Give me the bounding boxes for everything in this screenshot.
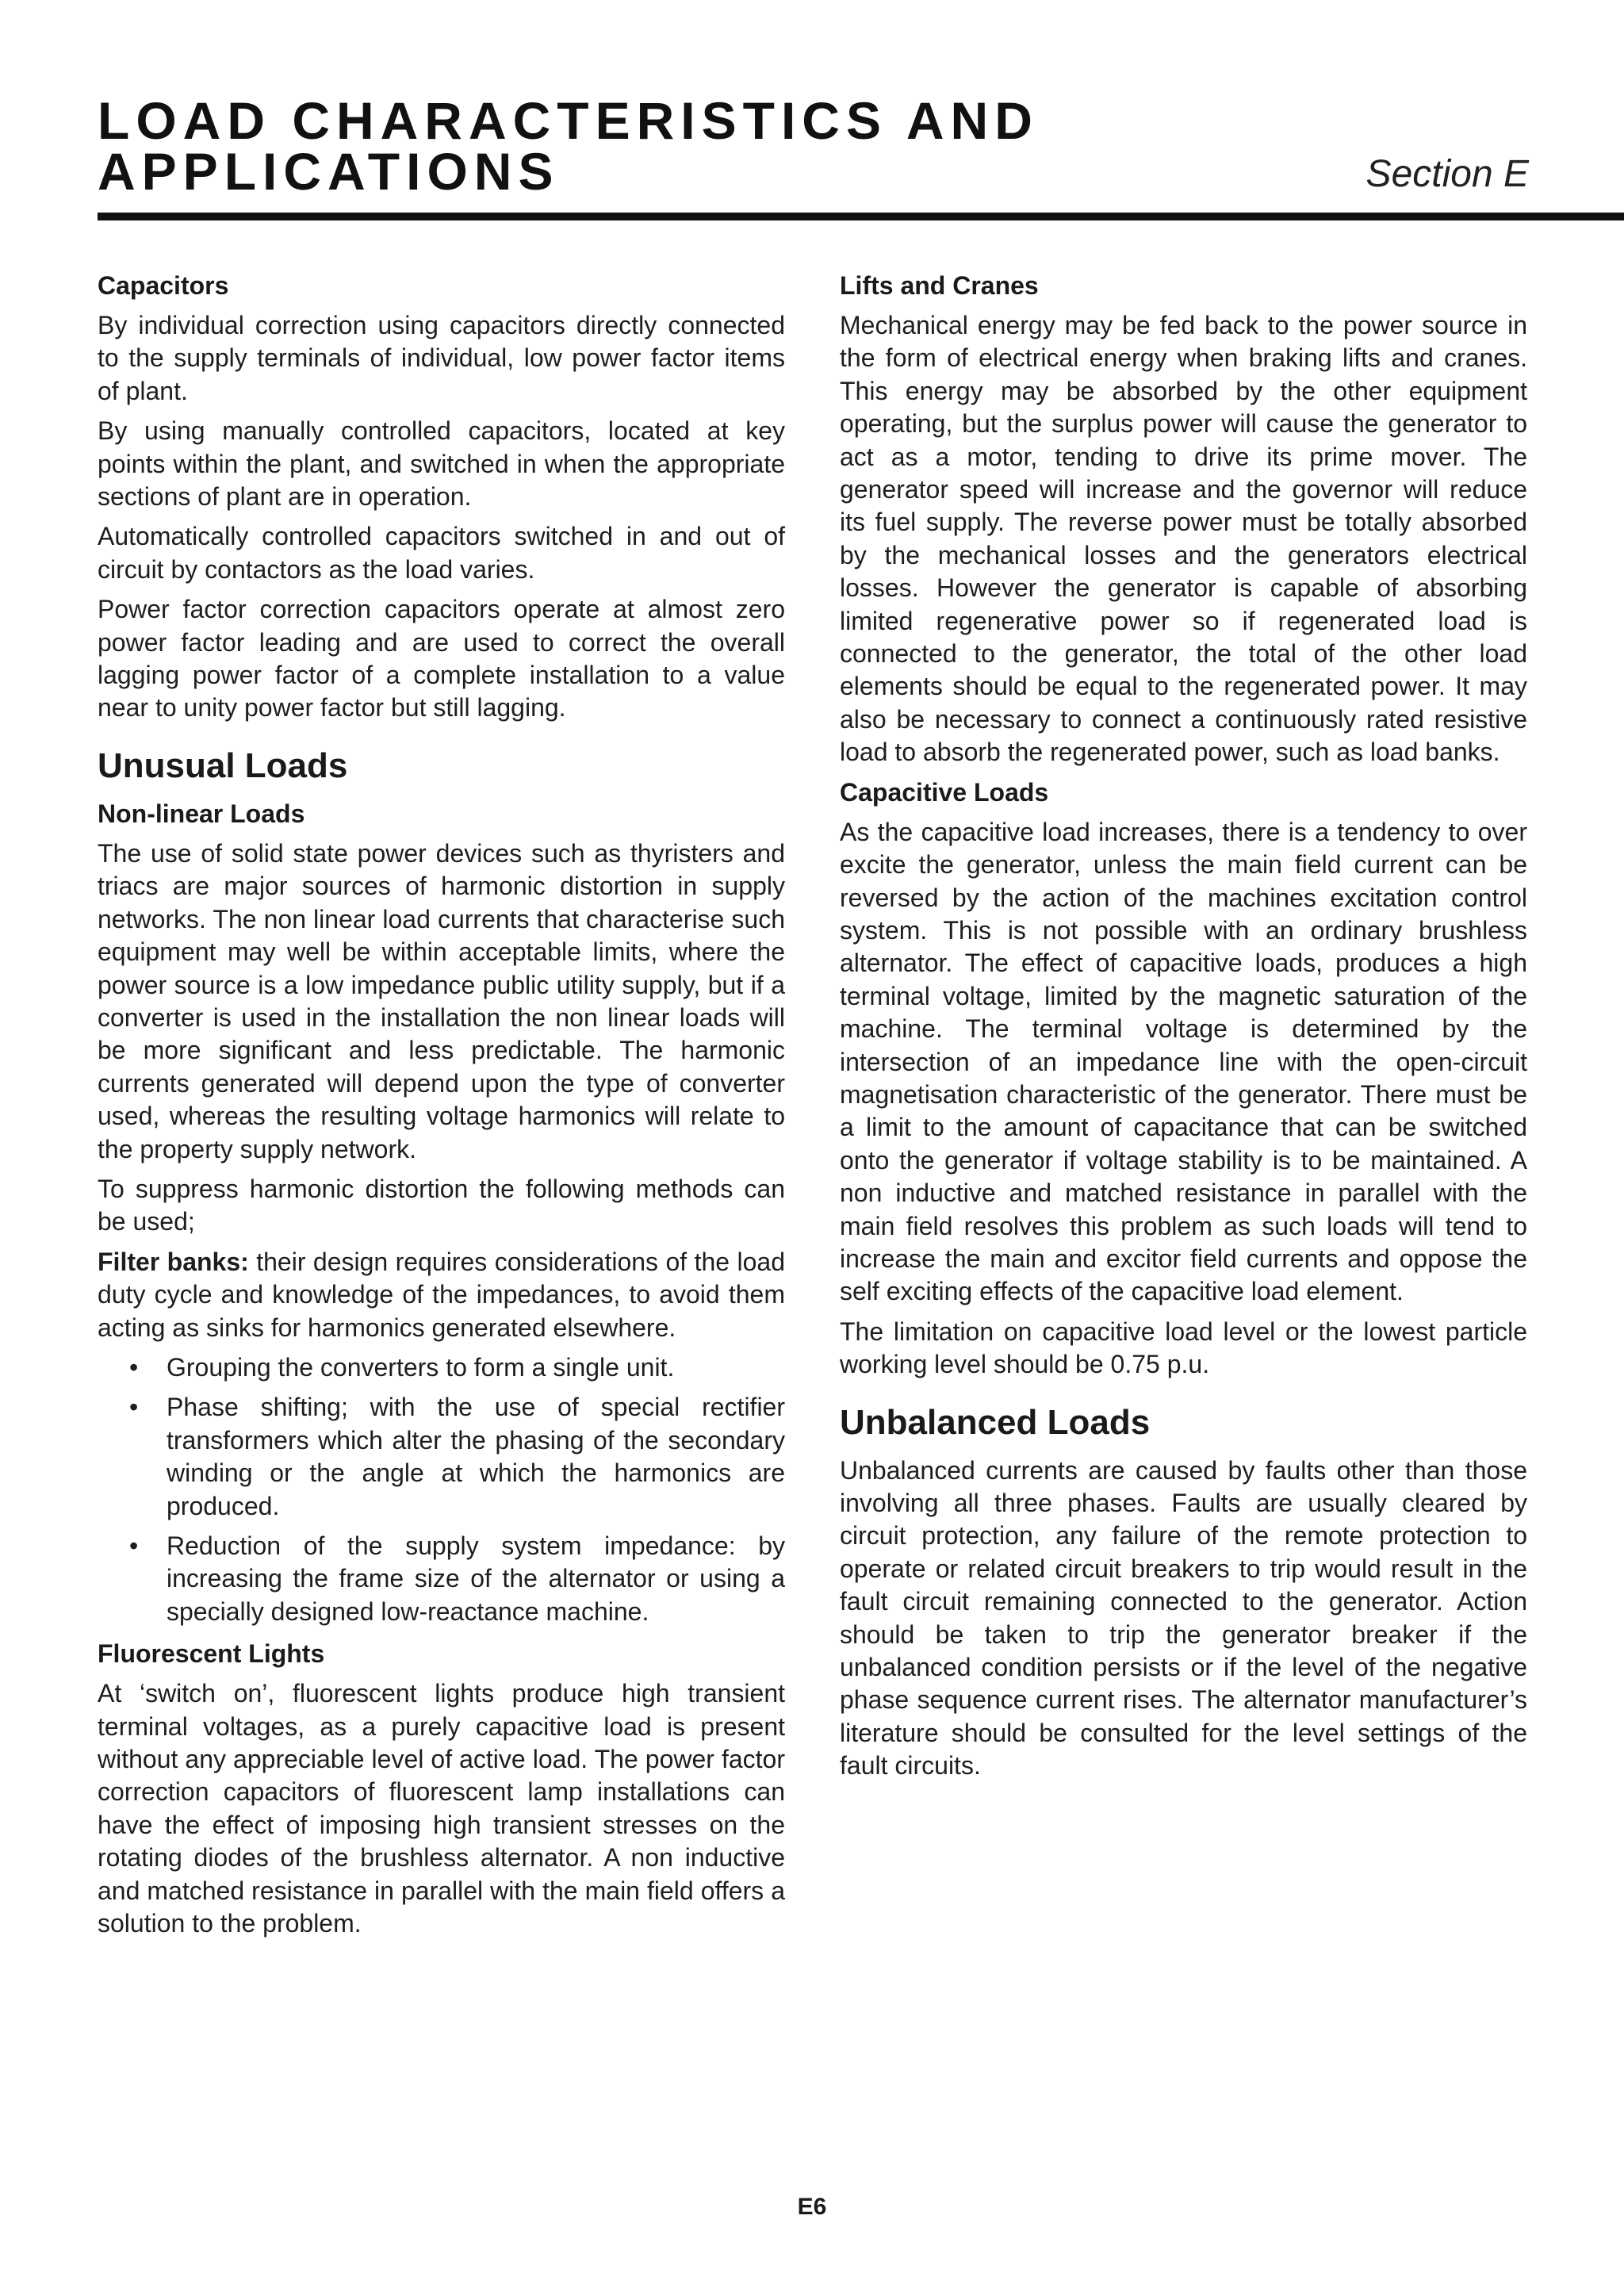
capacitors-paragraph: Power factor correction capacitors operate at almost zero power factor leading and are used to correct the overall lagging power factor of a complete installation to a value near to unity power factor but still lagging. — [98, 595, 785, 723]
filter-banks-paragraph — [98, 1246, 785, 1344]
lifts-cranes-paragraph: Mechanical energy may be fed back to the power source in the form of electrical energy when braking lifts and cranes. This energy may be absorbed by the other equipment operating, but the surplus power will cause the generator to act as a motor, tending to drive its prime mover. The generator speed will increase and the governor will reduce its fuel supply. The reverse power must be totally absorbed by the mechanical losses and the generators electrical losses. However the generator is capable of absorbing limited regenerative power so if regenerated load is connected to the generator, the total of the other load elements should be equal to the regenerated power. It may also be necessary to connect a continuously rated resistive load to absorb the regenerated power, such as load banks. — [840, 311, 1527, 767]
page-number: E6 — [797, 2194, 827, 2220]
unbalanced-paragraph: Unbalanced currents are caused by faults other than those involving all three phases. Faults are usually cleared by circuit protection, any failure of the remote protection to operate or related circuit breakers to trip would result in the fault circuit remaining connected to the generator. Action should be taken to trip the generator breaker if the unbalanced condition persists or if the level of the negative phase sequence current rises. The alternator manufacturer’s literature should be consulted for the level settings of the fault circuits. — [840, 1455, 1527, 1780]
lifts-cranes-heading: Lifts and Cranes — [840, 271, 1039, 300]
bullet-icon: • — [129, 1352, 139, 1382]
unusual-loads-heading: Unusual Loads — [98, 746, 348, 785]
list-item — [98, 1391, 785, 1523]
capacitive-loads-heading: Capacitive Loads — [840, 777, 1049, 807]
document-title — [98, 91, 1039, 201]
fluorescent-paragraph: At ‘switch on’, fluorescent lights produce high transient terminal voltages, as a purely capacitive load is present without any appreciable level of active load. The power factor correction capacitors of fluorescent lamp installations can have the effect of imposing high transient stresses on the rotating diodes of the brushless alternator. A non inductive and matched resistance in parallel with the main field offers a solution to the problem. — [98, 1679, 785, 1938]
nonlinear-paragraph: The use of solid state power devices such as thyristers and triacs are major sources of harmonic distortion in supply networks. The non linear load currents that characterise such equipment may well be within acceptable limits, where the power source is a low impedance public utility supply, but if a converter is used in the installation the non linear loads will be more significant and less predictable. The harmonic currents generated will depend upon the type of converter used, whereas the resulting voltage harmonics will relate to the property supply network. — [98, 838, 785, 1163]
left-column — [98, 270, 785, 1947]
list-item — [98, 1351, 785, 1384]
list-item-text: Reduction of the supply system impedance: by increasing the frame size of the alternator or using a specially designed low-reactance machine. — [167, 1531, 785, 1626]
document-title-line-2: APPLICATIONS — [98, 142, 560, 201]
capacitors-heading: Capacitors — [98, 271, 229, 300]
bullet-icon: • — [129, 1393, 139, 1422]
fluorescent-lights-heading: Fluorescent Lights — [98, 1639, 325, 1669]
nonlinear-paragraph: To suppress harmonic distortion the following methods can be used; — [98, 1174, 785, 1236]
capacitors-paragraph: By using manually controlled capacitors, located at key points within the plant, and switched in when the appropriate sections of plant are in operation. — [98, 416, 785, 512]
nonlinear-loads-heading: Non-linear Loads — [98, 799, 305, 828]
capacitive-paragraph: The limitation on capacitive load level or the lowest particle working level should be 0.75 p.u. — [840, 1317, 1527, 1379]
list-item — [98, 1530, 785, 1628]
section-label: Section E — [1365, 153, 1529, 195]
header-divider — [98, 213, 1624, 220]
right-column — [840, 270, 1527, 1790]
capacitive-paragraph: As the capacitive load increases, there is a tendency to over excite the generator, unless the main field current can be reversed by the action of the machines excitation control system. This is not possible with an ordinary brushless alternator. The effect of capacitive loads, produces a high terminal voltage, limited by the magnetic saturation of the machine. The terminal voltage is determined by the intersection of an impedance line with the open-circuit magnetisation characteristic of the generator. There must be a limit to the amount of capacitance that can be switched onto the generator if voltage stability is to be maintained. A non inductive and matched resistance in parallel with the main field resolves this problem as such loads will tend to increase the main and excitor field currents and oppose the self exciting effects of the capacitive load element. — [840, 817, 1527, 1306]
filter-banks-lead: Filter banks: — [98, 1247, 249, 1276]
bullet-icon: • — [129, 1531, 139, 1560]
list-item-text: Grouping the converters to form a single unit. — [167, 1352, 675, 1382]
document-title-line-1: LOAD CHARACTERISTICS AND — [98, 91, 1039, 150]
capacitors-paragraph: By individual correction using capacitors directly connected to the supply terminals of individual, low power factor items of plant. — [98, 311, 785, 405]
filter-banks-text: their design requires considerations of the load duty cycle and knowledge of the impedances, to avoid them acting as sinks for harmonics generated elsewhere. — [98, 1247, 786, 1342]
list-item-text: Phase shifting; with the use of special rectifier transformers which alter the phasing of the secondary winding or the angle at which the harmonics are produced. — [167, 1393, 785, 1520]
page-header — [98, 91, 1624, 206]
capacitors-paragraph: Automatically controlled capacitors switched in and out of circuit by contactors as the load varies. — [98, 522, 785, 584]
unbalanced-loads-heading: Unbalanced Loads — [840, 1402, 1151, 1442]
harmonic-methods-list — [98, 1351, 785, 1628]
